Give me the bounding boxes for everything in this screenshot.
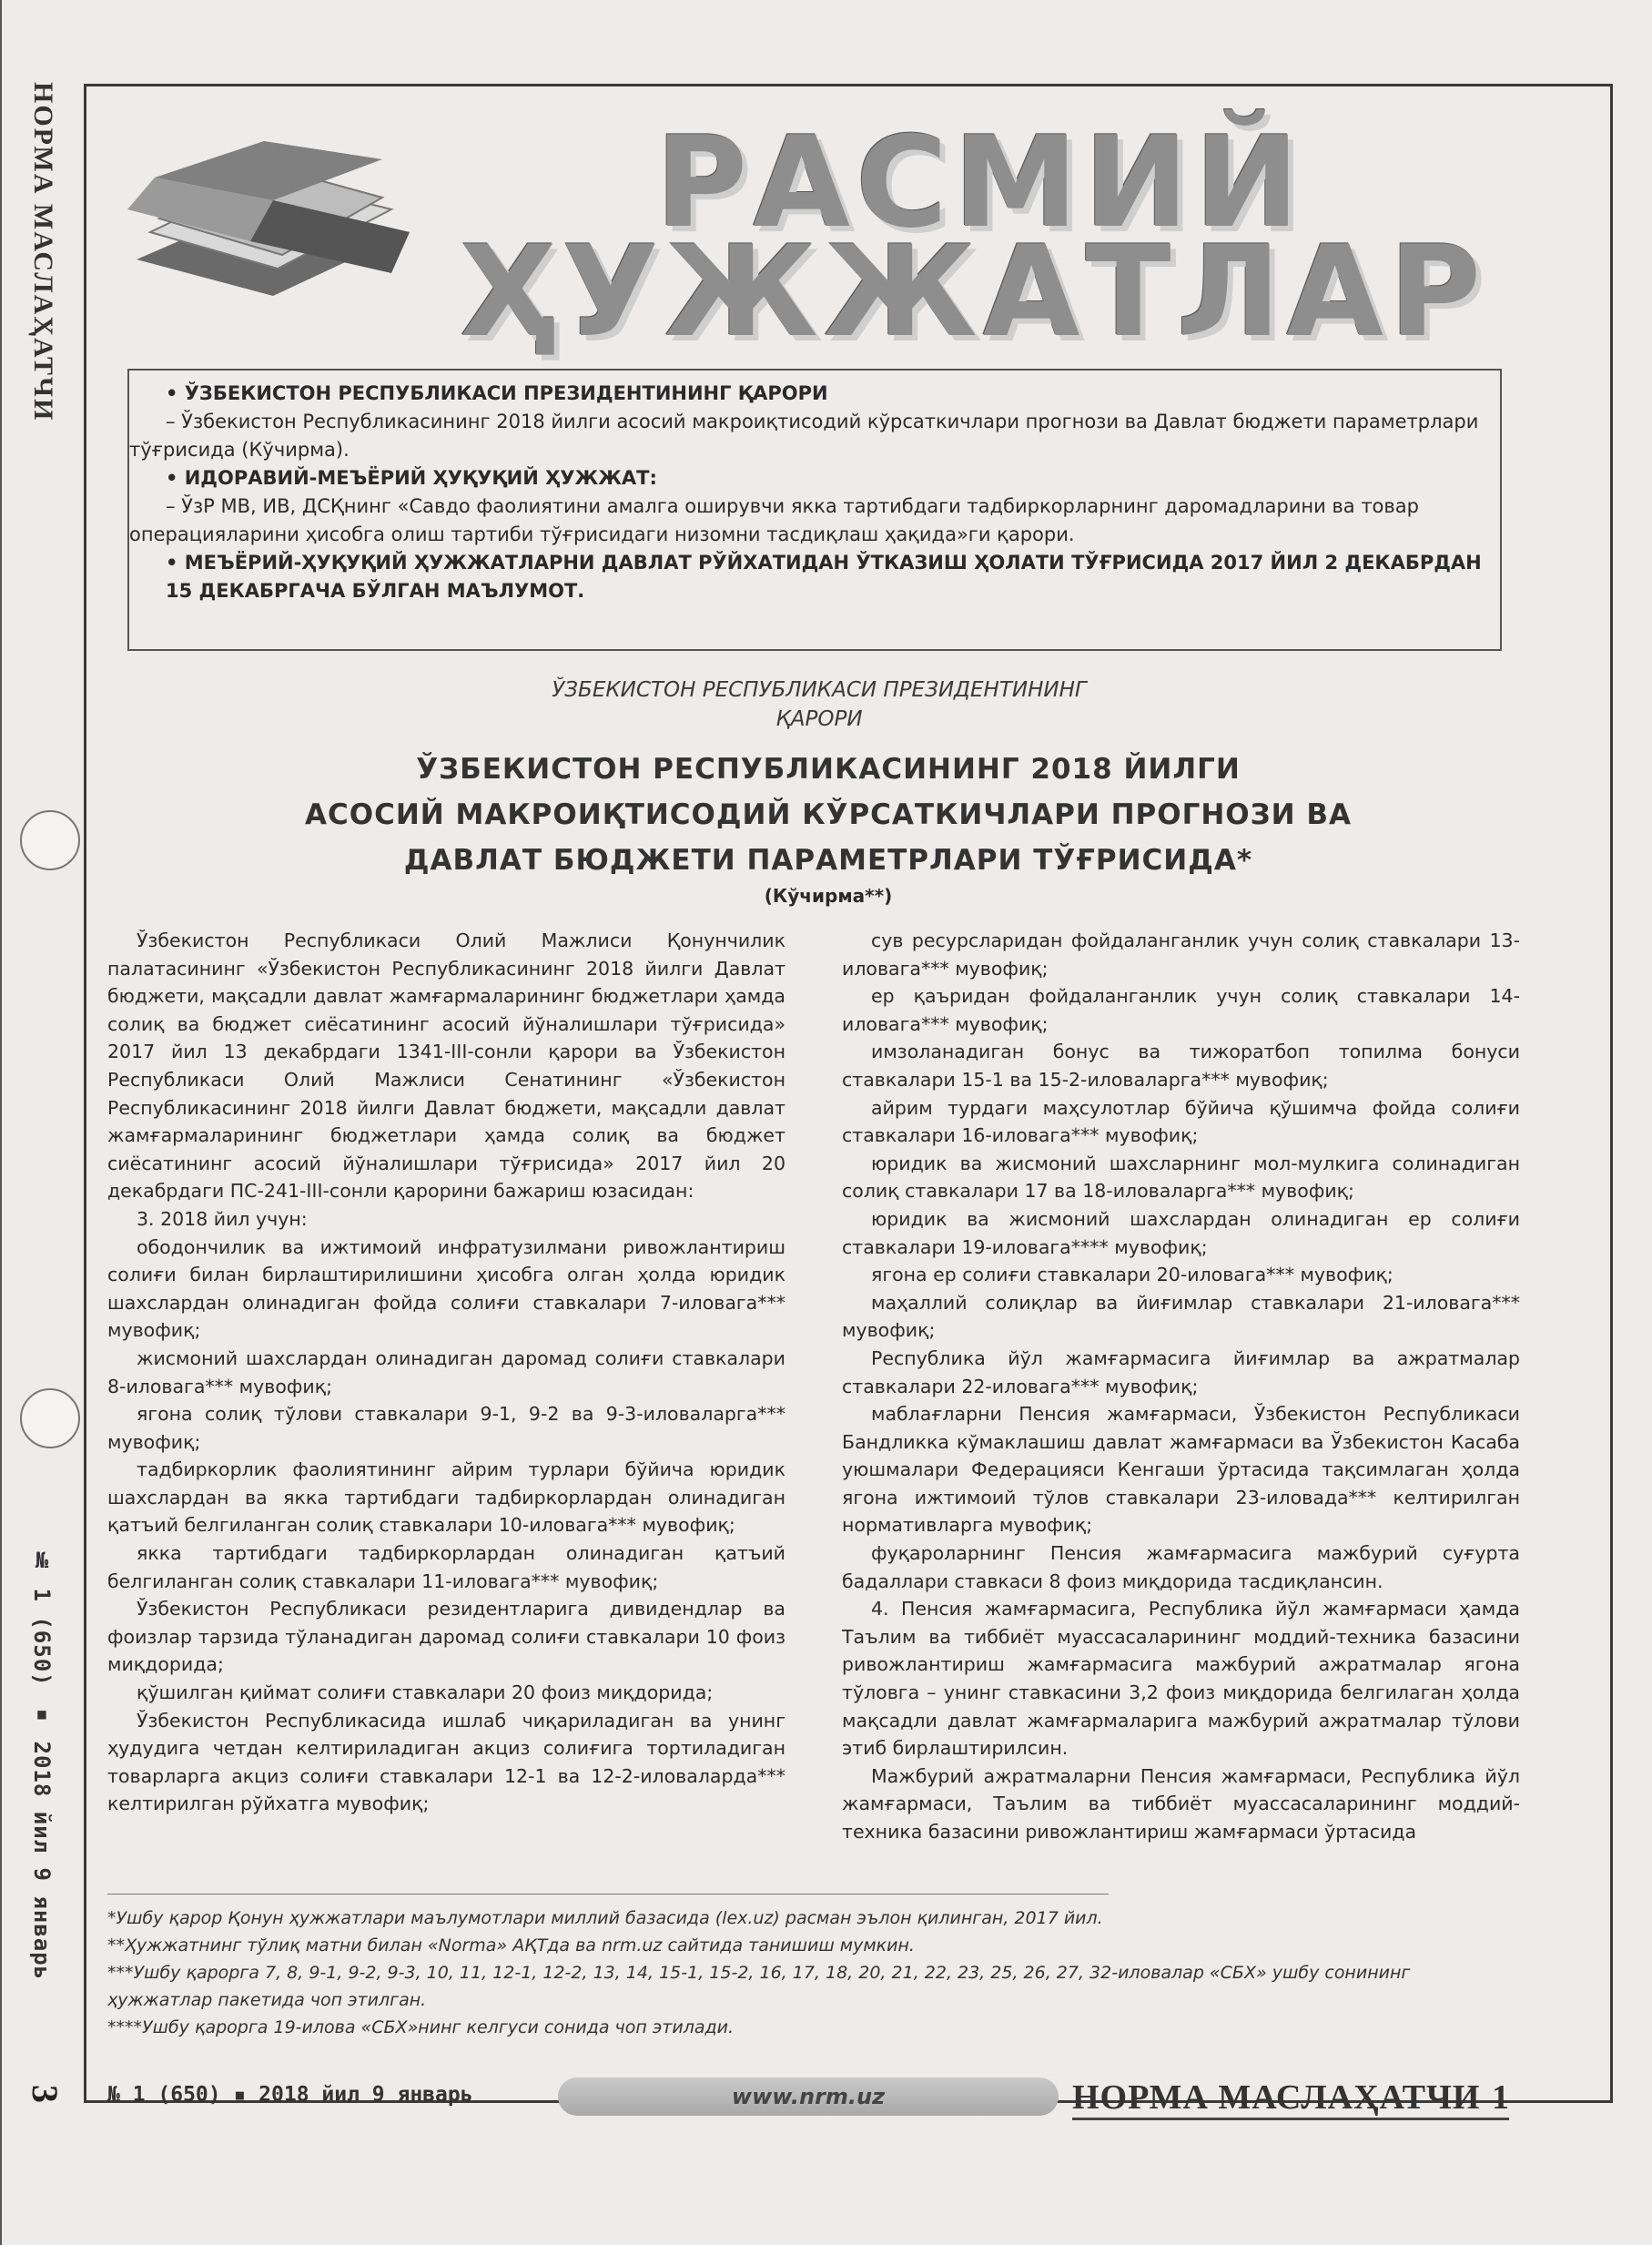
title-line: ДАВЛАТ БЮДЖЕТИ ПАРАМЕТРЛАРИ ТЎҒРИСИДА* xyxy=(403,844,1253,877)
section-heading-line1: РАСМИЙ xyxy=(655,109,1305,256)
paragraph: ягона ер солиғи ставкалари 20-иловага*** мувофиқ; xyxy=(871,1264,1394,1286)
excerpt-label: (Кўчирма**) xyxy=(764,885,893,907)
paragraph: қўшилган қиймат солиғи ставкалари 20 фоиз миқдорида; xyxy=(137,1681,714,1704)
paragraph: Мажбурий ажратмаларни Пенсия жамғармаси, Республика йўл жамғармаси, Таълим ва тиббиёт муассасаларининг моддий-техника базасини ривожлантириш жамғармаси ўртасида xyxy=(842,1764,1520,1843)
paragraph: 4. Пенсия жамғармасига, Республика йўл жамғармаси ҳамда Таълим ва тиббиёт муассасаларининг моддий-техника базасини ривожлантириш жамғармасига мажбурий ажратмалар ягона тўловга – унинг ставкасини 3,2 фоиз миқдорида белгилаган ҳолда мақсадли давлат жамғармаларига мажбурий ажратмалар тўлови этиб бирлаштирилсин. xyxy=(842,1598,1520,1760)
paragraph: ободончилик ва ижтимоий инфратузилмани ривожлантириш солиғи билан бирлаштирилишини ҳисобга олган ҳолда юридик шахслардан олинадиган фойда солиғи ставкалари 7-иловага*** мувофиқ; xyxy=(107,1235,785,1342)
paragraph: маблағларни Пенсия жамғармаси, Ўзбекистон Республикаси Бандликка кўмаклашиш давлат жамғармаси ва Ўзбекистон Касаба уюшмалари Федерацияси Кенгаши ўртасида тақсимлаган ҳолда ягона ижтимоий тўлов ставкалари 23-иловада*** келтирилган нормативларга мувофиқ; xyxy=(842,1403,1520,1537)
paragraph: жисмоний шахслардан олинадиган даромад солиғи ставкалари 8-иловага*** мувофиқ; xyxy=(107,1346,785,1397)
footnote: *Ушбу қарор Қонун ҳужжатлари маълумотлари миллий базасида (lex.uz) расман эълон қилинган, 2017 йил. xyxy=(107,1908,1103,1928)
paragraph: маҳаллий солиқлар ва йиғимлар ставкалари 21-иловага*** мувофиқ; xyxy=(842,1291,1520,1342)
paragraph: ер қаъридан фойдаланганлик учун солиқ ставкалари 14-иловага*** мувофиқ; xyxy=(842,985,1520,1035)
paragraph: имзоланадиган бонус ва тижоратбоп топилма бонуси ставкалари 15-1 ва 15-2-иловаларга*** мувофиқ; xyxy=(842,1041,1520,1091)
issuer-line: ҚАРОРИ xyxy=(775,707,863,731)
contents-box xyxy=(127,369,1502,651)
footnote: ***Ушбу қарорга 7, 8, 9-1, 9-2, 9-3, 10, 11, 12-1, 12-2, 13, 14, 15-1, 15-2, 16, 17, 18, 20, 21, 22, 23, 25, 26, 27, 32-иловалар «СБХ» ушбу сонининг ҳужжатлар пакетида чоп этилган. xyxy=(107,1963,1411,2010)
footnote: **Ҳужжатнинг тўлиқ матни билан «Norma» АҚТда ва nrm.uz сайтида танишиш мумкин. xyxy=(107,1935,915,1955)
binder-hole-bottom xyxy=(20,1388,80,1448)
decree-issuer xyxy=(273,676,1365,734)
paragraph: ягона солиқ тўлови ставкалари 9-1, 9-2 ва 9-3-иловаларга*** мувофиқ; xyxy=(107,1403,785,1453)
spine-magazine-title: НОРМА МАСЛАҲАТЧИ xyxy=(28,82,58,422)
binding-strip xyxy=(0,0,66,2245)
toc-item-title: • МЕЪЁРИЙ-ҲУҚУҚИЙ ҲУЖЖАТЛАРНИ ДАВЛАТ РЎЙХАТИДАН ЎТКАЗИШ ҲОЛАТИ ТЎҒРИСИДА 2017 ЙИЛ 2 ДЕКАБРДАН 15 ДЕКАБРГАЧА БЎЛГАН МАЪЛУМОТ. xyxy=(166,552,1482,602)
paragraph: Ўзбекистон Республикаси Олий Мажлиси Қонунчилик палатасининг «Ўзбекистон Республикасининг 2018 йилги Давлат бюджети, мақсадли давлат жамғармаларининг бюджетлари ҳамда солиқ ва бюджет сиёсатининг асосий йўналишлари тўғрисида» 2017 йил 13 декабрдаги 1341-III-сонли қарори ва Ўзбекистон Республикаси Олий Мажлиси Сенатининг «Ўзбекистон Республикасининг 2018 йилги Давлат бюджети, мақсадли давлат жамғармаларининг бюджетлари ҳамда солиқ ва бюджет сиёсатининг асосий йўналишлари тўғрисида» 2017 йил 20 декабрдаги ПС-241-III-сонли қарорини бажариш юзасидан: xyxy=(107,929,785,1203)
title-line: ЎЗБЕКИСТОН РЕСПУБЛИКАСИНИНГ 2018 ЙИЛГИ xyxy=(416,753,1241,786)
spine-edge xyxy=(0,0,2,2245)
text-column-left xyxy=(107,927,785,1818)
footnote: ****Ушбу қарорга 19-илова «СБХ»нинг келгуси сонида чоп этилади. xyxy=(107,2017,735,2037)
document-folder-icon xyxy=(118,123,419,305)
footer-website-link[interactable]: www.nrm.uz xyxy=(558,2077,1059,2116)
paragraph: тадбиркорлик фаолиятининг айрим турлари бўйича юридик шахслардан ва якка тартибдаги тадбиркорлардан олинадиган қатъий белгиланган солиқ ставкалари 10-иловага*** мувофиқ; xyxy=(107,1458,785,1537)
toc-item-text: – ЎзР МВ, ИВ, ДСҚнинг «Савдо фаолиятини амалга оширувчи якка тартибдаги тадбиркорларнинг даромадларини ва товар операцияларини ҳисобга олиш тартиби тўғрисидаги низомни тасдиқлаш ҳақида»ги қарори. xyxy=(129,495,1419,545)
footer-page-number: 1 xyxy=(1492,2078,1509,2117)
toc-item-title: • ЎЗБЕКИСТОН РЕСПУБЛИКАСИ ПРЕЗИДЕНТИНИНГ ҚАРОРИ xyxy=(166,382,828,404)
text-column-right xyxy=(842,927,1520,1846)
toc-item-title: • ИДОРАВИЙ-МЕЪЁРИЙ ҲУҚУҚИЙ ҲУЖЖАТ: xyxy=(166,467,657,489)
footnotes xyxy=(107,1905,1509,2041)
page-footer xyxy=(107,2077,1509,2118)
paragraph: 3. 2018 йил учун: xyxy=(137,1207,308,1230)
spine-page-number: 3 xyxy=(25,2085,66,2103)
footnote-rule xyxy=(107,1894,1109,1895)
binder-hole-top xyxy=(20,810,80,870)
paragraph: юридик ва жисмоний шахсларнинг мол-мулкига солинадиган солиқ ставкалари 17 ва 18-иловаларга*** мувофиқ; xyxy=(842,1152,1520,1203)
section-heading-line2: ҲУЖЖАТЛАР xyxy=(460,218,1487,365)
paragraph: сув ресурсларидан фойдаланганлик учун солиқ ставкалари 13-иловага*** мувофиқ; xyxy=(842,929,1520,980)
paragraph: Ўзбекистон Республикасида ишлаб чиқариладиган ва унинг ҳудудига четдан келтириладиган акциз солиғига тортиладиган товарларга акциз солиғи ставкалари 12-1 ва 12-2-иловаларда*** келтирилган рўйхатга мувофиқ; xyxy=(107,1709,785,1815)
paragraph: Ўзбекистон Республикаси резидентларига дивидендлар ва фоизлар тарзида тўланадиган даромад солиғи ставкалари 10 фоиз миқдорида; xyxy=(107,1598,785,1676)
footer-magazine-title: НОРМА МАСЛАҲАТЧИ xyxy=(1072,2078,1481,2117)
title-line: АСОСИЙ МАКРОИҚТИСОДИЙ КЎРСАТКИЧЛАРИ ПРОГНОЗИ ВА xyxy=(304,798,1353,831)
paragraph: айрим турдаги маҳсулотлар бўйича қўшимча фойда солиғи ставкалари 16-иловага*** мувофиқ; xyxy=(842,1096,1520,1147)
toc-item-text: – Ўзбекистон Республикасининг 2018 йилги асосий макроиқтисодий кўрсаткичлари прогнози ва Давлат бюджети параметрлари тўғрисида (Кўчирма). xyxy=(129,411,1479,461)
footer-issue: № 1 (650) ▪ 2018 йил 9 январь xyxy=(107,2083,473,2107)
decree-title xyxy=(137,747,1520,883)
paragraph: Республика йўл жамғармасига йиғимлар ва ажратмалар ставкалари 22-иловага*** мувофиқ; xyxy=(842,1346,1520,1397)
paragraph: якка тартибдаги тадбиркорлардан олинадиган қатъий белгиланган солиқ ставкалари 11-иловага*** мувофиқ; xyxy=(107,1542,785,1592)
footer-underline xyxy=(1072,2118,1509,2120)
spine-issue: № 1 (650) ▪ 2018 йил 9 январь xyxy=(29,1548,55,1981)
paragraph: юридик ва жисмоний шахслардан олинадиган ер солиғи ставкалари 19-иловага**** мувофиқ; xyxy=(842,1207,1520,1258)
paragraph: фуқароларнинг Пенсия жамғармасига мажбурий суғурта бадаллари ставкаси 8 фоиз миқдорида тасдиқлансин. xyxy=(842,1542,1520,1592)
issuer-line: ЎЗБЕКИСТОН РЕСПУБЛИКАСИ ПРЕЗИДЕНТИНИНГ xyxy=(552,678,1087,702)
